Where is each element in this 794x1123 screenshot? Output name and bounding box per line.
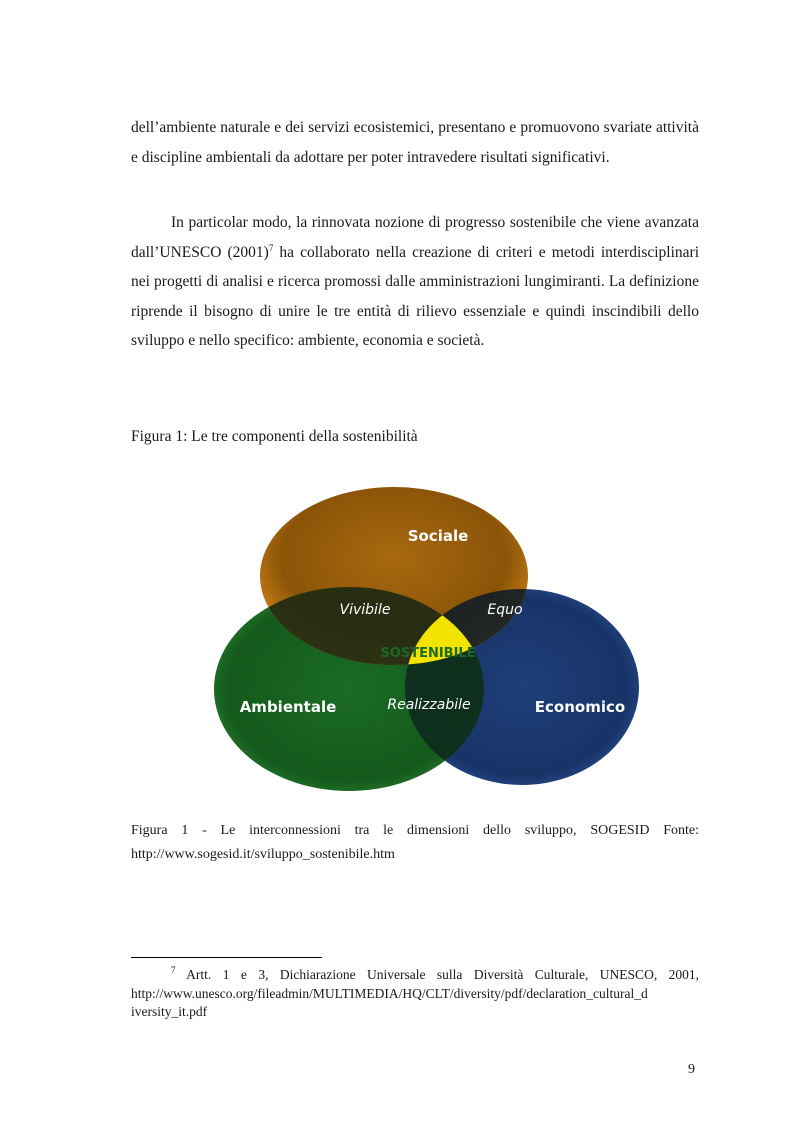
figure-caption [131, 819, 699, 867]
label-realizzabile: Realizzabile [387, 697, 471, 713]
paragraph-2-text-end: ha collaborato nella creazione di criteri e metodi interdisciplinari nei progetti di analisi e ricerca promossi dalle amministrazioni lungimiranti. La definizione riprende il bisogno di unire le tre entità di rilievo essenziale e quindi inscindibili dello sviluppo e nello specifico: ambiente, economia e società. [131, 243, 699, 349]
paragraph-2-text-start: In particolar modo, la rinnovata nozione di progresso sostenibile che viene avanzata dall’UNESCO (2001) [131, 214, 699, 261]
page-number: 9 [688, 1062, 695, 1077]
label-economico: Economico [534, 698, 626, 716]
caption-line-1: Figura 1 - Le interconnessioni tra le dimensioni dello sviluppo, SOGESID Fonte: [131, 823, 699, 838]
footnote-link-part-2[interactable]: iversity_it.pdf [131, 1004, 208, 1019]
footnote-separator [131, 957, 322, 958]
footnote-link-part-1[interactable]: http://www.unesco.org/fileadmin/MULTIMEDIA/HQ/CLT/diversity/pdf/declaration_cultural_d [131, 985, 648, 1001]
label-sociale: Sociale [407, 527, 469, 545]
label-vivibile: Vivibile [339, 602, 391, 618]
body-paragraph-2 [131, 208, 699, 356]
figure-title: Figura 1: Le tre componenti della sostenibilità [131, 428, 418, 445]
footnote [131, 966, 699, 1022]
body-paragraph-1: dell’ambiente naturale e dei servizi ecosistemici, presentano e promuovono svariate attività e discipline ambientali da adottare per poter intravedere risultati significativi. [131, 119, 699, 166]
venn-diagram [213, 485, 643, 795]
footnote-text: Artt. 1 e 3, Dichiarazione Universale sulla Diversità Culturale, UNESCO, 2001, [175, 967, 699, 982]
caption-source-link[interactable]: http://www.sogesid.it/sviluppo_sostenibile.htm [131, 847, 395, 862]
footnote-number: 7 [171, 965, 176, 975]
label-ambientale: Ambientale [239, 698, 337, 716]
footnote-reference[interactable]: 7 [268, 242, 274, 253]
label-equo: Equo [487, 602, 523, 618]
footnote-line-1 [131, 966, 699, 985]
label-sostenibile: SOSTENIBILE [380, 646, 476, 661]
